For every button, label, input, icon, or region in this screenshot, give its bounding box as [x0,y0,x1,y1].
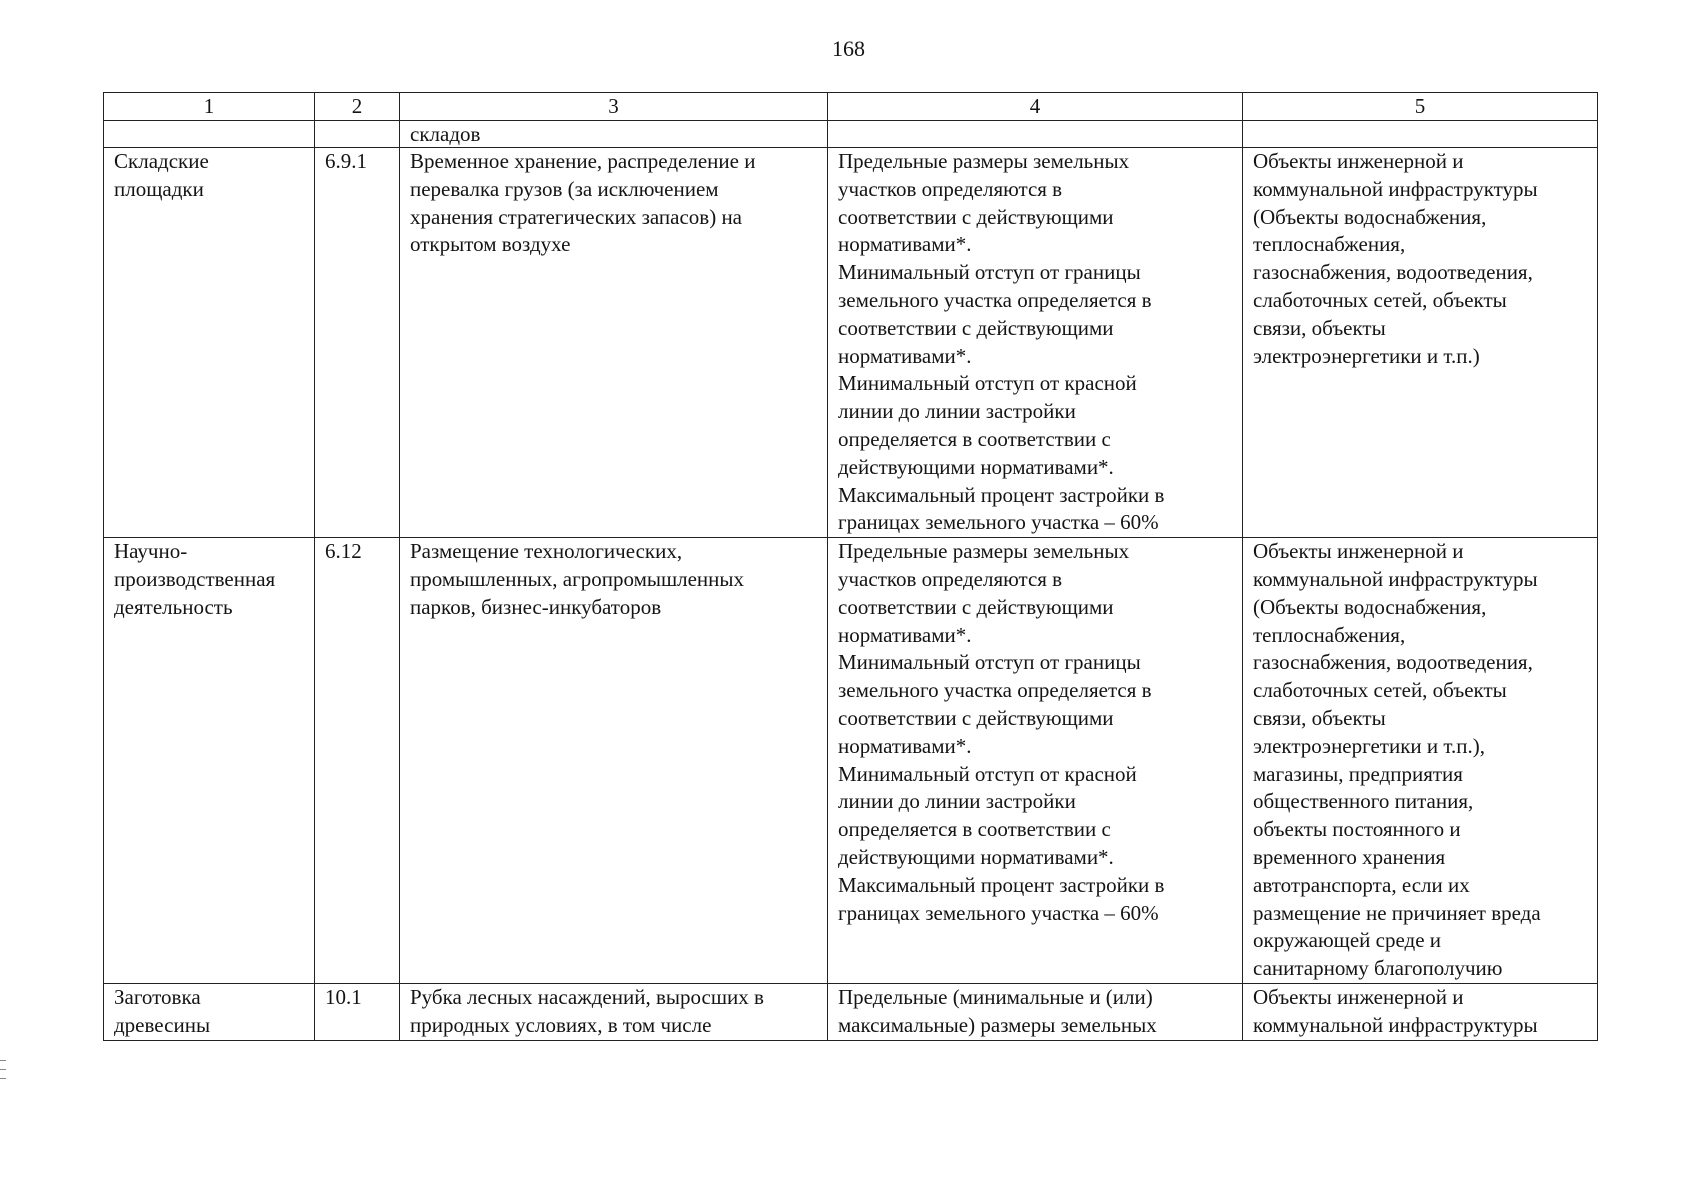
table-header-row [104,93,1598,121]
continuation-cell-4 [828,121,1243,148]
continuation-row [104,121,1598,148]
table-row [104,983,1598,1040]
land-use-code: 10.1 [315,983,400,1040]
continuation-cell-1 [104,121,315,148]
auxiliary-uses: Объекты инженерной и коммунальной инфраструктуры (Объекты водоснабжения, теплоснабжения, газоснабжения, водоотведения, слаботочных сетей, объекты связи, объекты электроэнергетики и т.п.) [1243,148,1598,538]
page-number: 168 [832,36,865,61]
land-use-name: Заготовка древесины [104,983,315,1040]
auxiliary-uses: Объекты инженерной и коммунальной инфраструктуры (Объекты водоснабжения, теплоснабжения, газоснабжения, водоотведения, слаботочных сетей, объекты связи, объекты электроэнергетики и т.п.), магазины, предприятия общественного питания, объекты постоянного и временного хранения автотранспорта, если их размещение не причиняет вреда окружающей среде и санитарному благополучию [1243,538,1598,984]
header-cell-3: 3 [400,93,828,121]
land-use-description: Рубка лесных насаждений, выросших в природных условиях, в том числе [400,983,828,1040]
land-use-name: Складские площадки [104,148,315,538]
continuation-cell-5 [1243,121,1598,148]
land-use-code: 6.12 [315,538,400,984]
header-cell-2: 2 [315,93,400,121]
land-use-parameters: Предельные размеры земельных участков определяются в соответствии с действующими нормативами*. Минимальный отступ от границы земельного участка определяется в соответствии с действующими нормативами*. Минимальный отступ от красной линии до линии застройки определяется в соответствии с действующими нормативами*. Максимальный процент застройки в границах земельного участка – 60% [828,538,1243,984]
header-cell-5: 5 [1243,93,1598,121]
land-use-code: 6.9.1 [315,148,400,538]
scan-margin-marks [0,1060,6,1090]
land-use-description: Временное хранение, распределение и перевалка грузов (за исключением хранения стратегических запасов) на открытом воздухе [400,148,828,538]
continuation-cell-2 [315,121,400,148]
land-use-name: Научно- производственная деятельность [104,538,315,984]
zoning-table [103,92,1598,1041]
header-cell-1: 1 [104,93,315,121]
land-use-parameters: Предельные (минимальные и (или) максимальные) размеры земельных [828,983,1243,1040]
land-use-description: Размещение технологических, промышленных, агропромышленных парков, бизнес-инкубаторов [400,538,828,984]
header-cell-4: 4 [828,93,1243,121]
auxiliary-uses: Объекты инженерной и коммунальной инфраструктуры [1243,983,1598,1040]
continuation-cell-3: складов [400,121,828,148]
table-row [104,148,1598,538]
land-use-parameters: Предельные размеры земельных участков определяются в соответствии с действующими нормативами*. Минимальный отступ от границы земельного участка определяется в соответствии с действующими нормативами*. Минимальный отступ от красной линии до линии застройки определяется в соответствии с действующими нормативами*. Максимальный процент застройки в границах земельного участка – 60% [828,148,1243,538]
table-row [104,538,1598,984]
